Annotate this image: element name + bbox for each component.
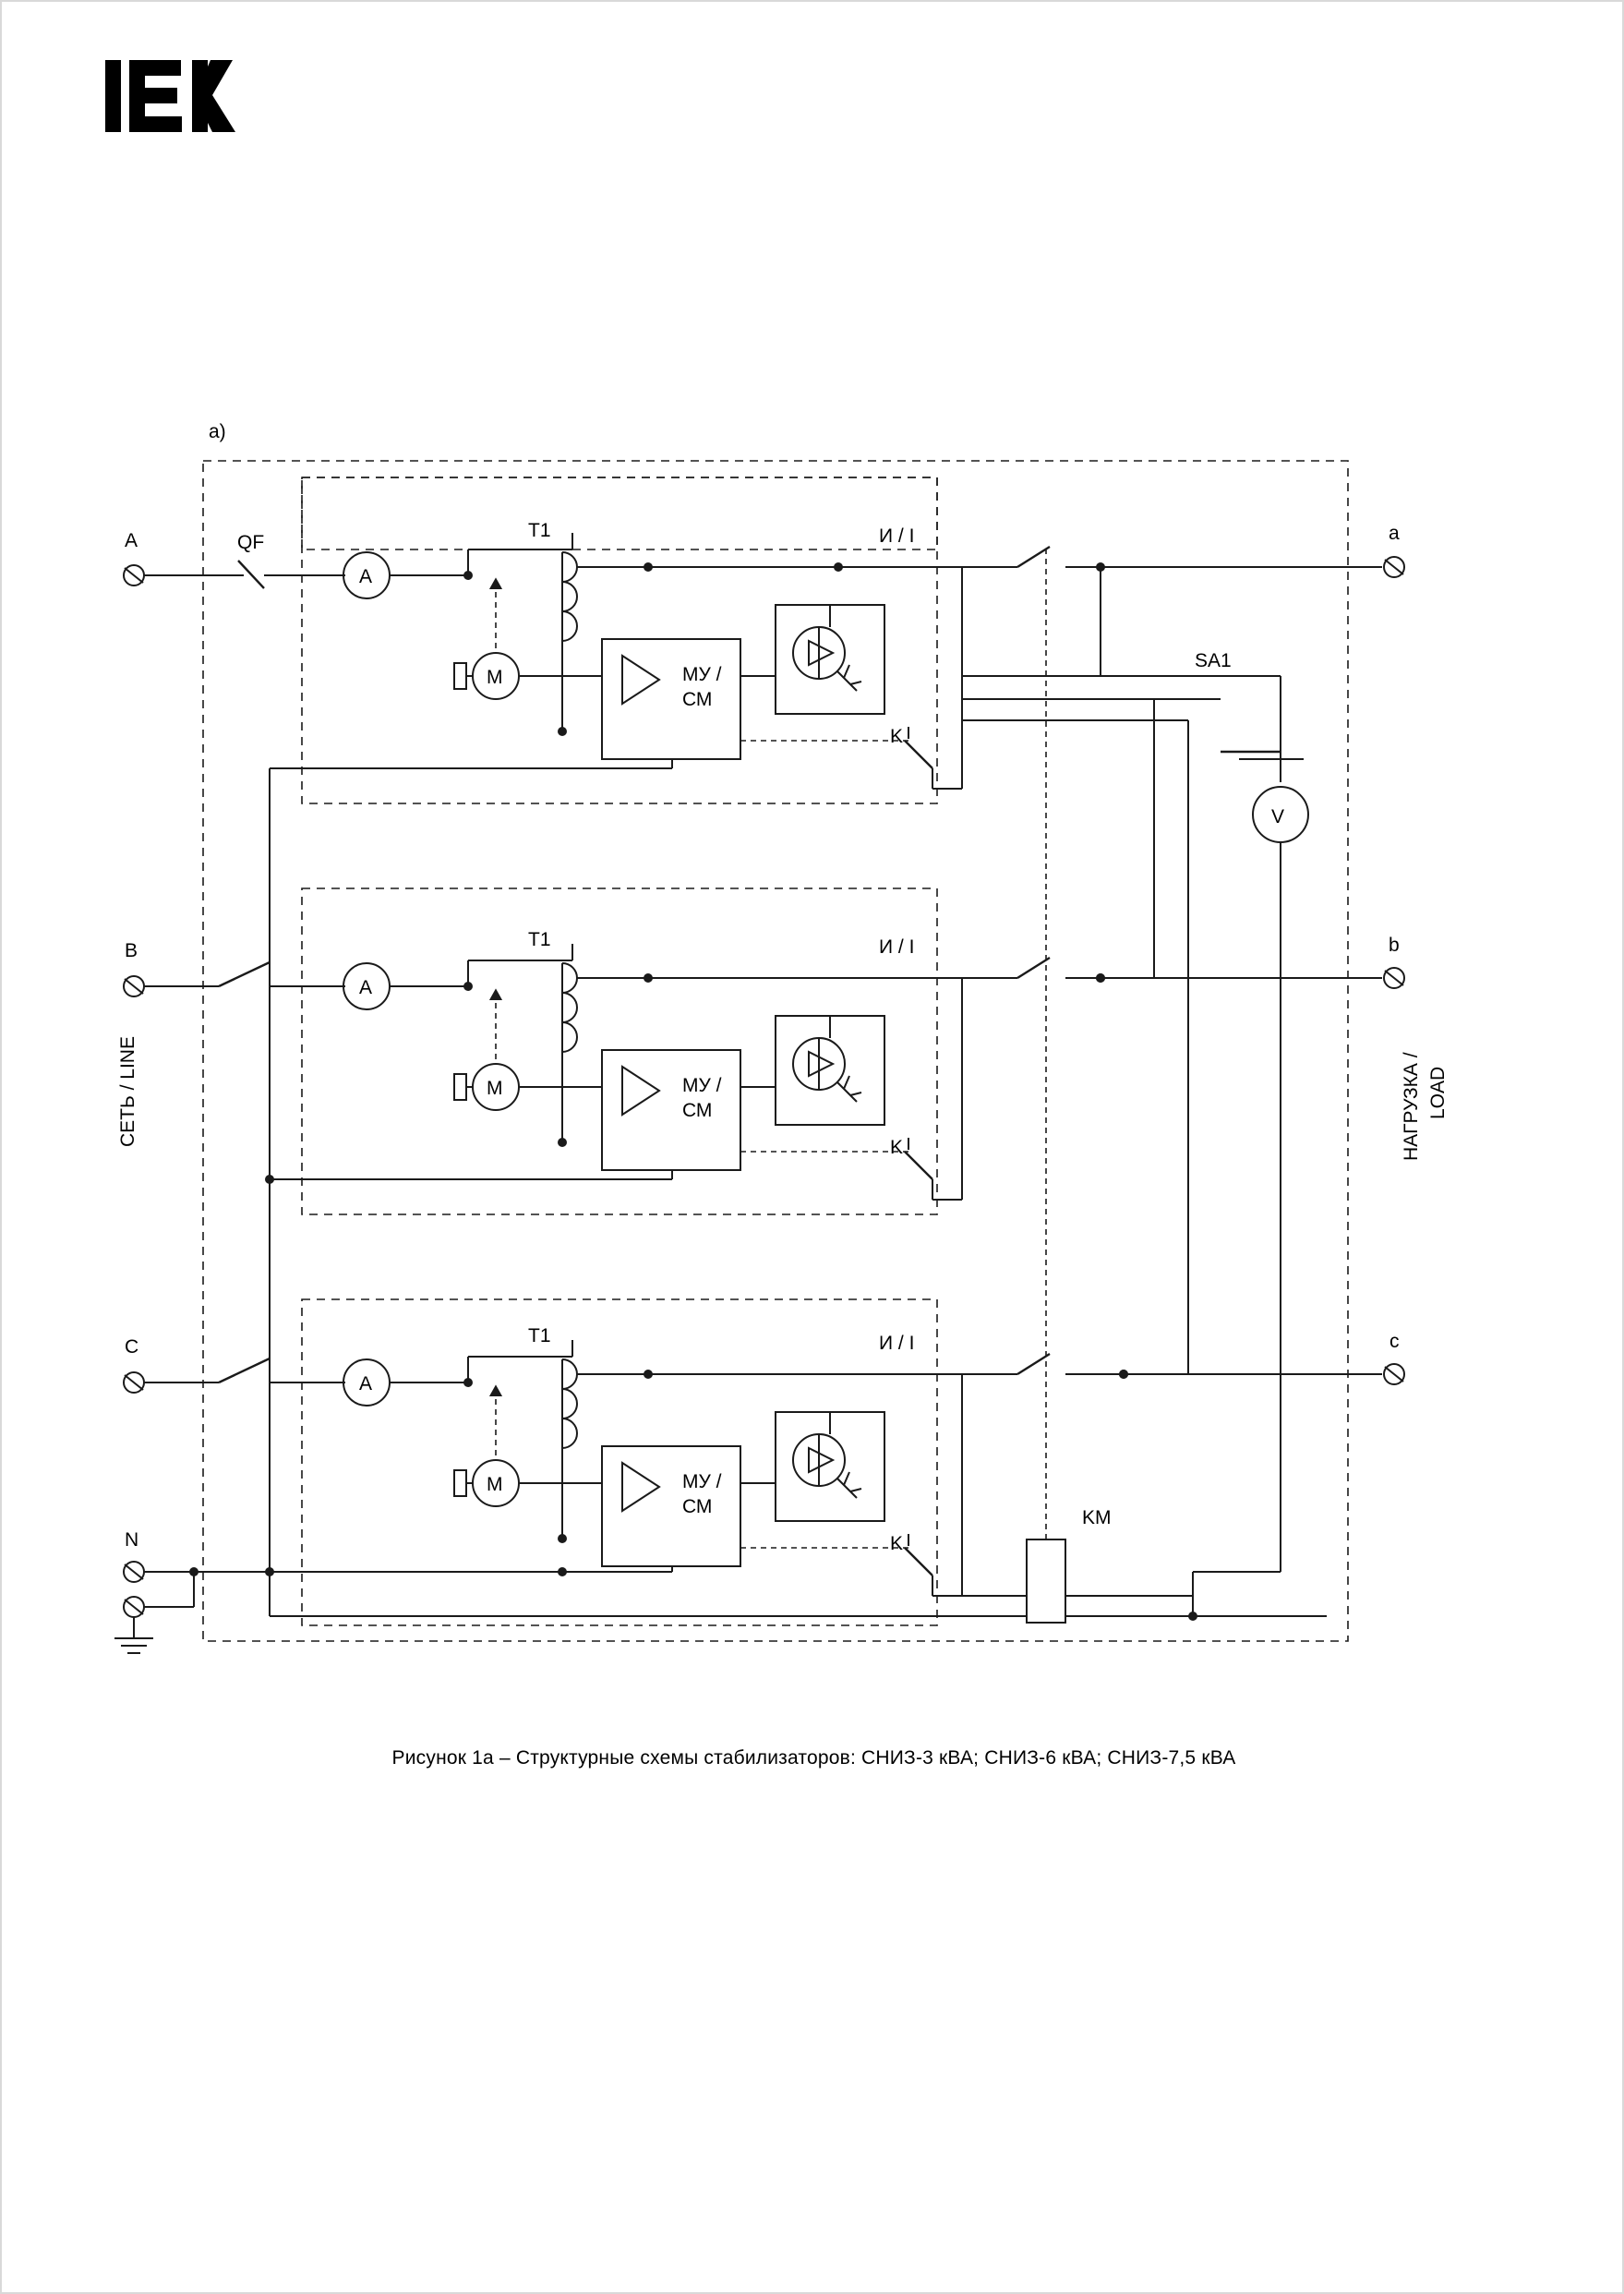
svg-text:a): a) <box>209 421 226 442</box>
svg-text:СМ: СМ <box>682 689 713 710</box>
svg-text:KM: KM <box>1082 1507 1112 1528</box>
svg-text:T1: T1 <box>528 929 551 950</box>
svg-text:M: M <box>487 667 503 688</box>
svg-text:V: V <box>1271 806 1285 827</box>
svg-text:A: A <box>125 530 138 551</box>
svg-text:K: K <box>890 1137 904 1158</box>
svg-text:И / I: И / I <box>879 936 915 958</box>
svg-text:МУ /: МУ / <box>682 664 722 685</box>
svg-text:K: K <box>890 726 904 747</box>
svg-text:c: c <box>1389 1331 1400 1352</box>
svg-text:СМ: СМ <box>682 1100 713 1121</box>
svg-text:a: a <box>1389 523 1400 544</box>
svg-text:T1: T1 <box>528 1325 551 1346</box>
svg-text:СЕТЬ / LINE: СЕТЬ / LINE <box>117 1036 138 1147</box>
svg-text:СМ: СМ <box>682 1496 713 1517</box>
svg-text:M: M <box>487 1474 503 1495</box>
iek-logo <box>102 53 259 140</box>
svg-text:QF: QF <box>237 532 265 553</box>
svg-text:A: A <box>359 1373 373 1395</box>
svg-text:C: C <box>125 1336 139 1358</box>
svg-text:A: A <box>359 566 373 587</box>
svg-text:МУ /: МУ / <box>682 1075 722 1096</box>
svg-text:b: b <box>1389 935 1400 956</box>
svg-text:T1: T1 <box>528 520 551 541</box>
svg-text:N: N <box>125 1529 139 1551</box>
svg-text:МУ /: МУ / <box>682 1471 722 1492</box>
svg-text:НАГРУЗКА /: НАГРУЗКА / <box>1401 1052 1422 1161</box>
svg-text:LOAD: LOAD <box>1427 1066 1449 1119</box>
svg-text:И / I: И / I <box>879 525 915 547</box>
structural-scheme-diagram <box>2 371 1624 1849</box>
svg-text:И / I: И / I <box>879 1333 915 1354</box>
svg-text:SA1: SA1 <box>1195 650 1232 671</box>
figure-caption <box>2 1747 1624 1769</box>
svg-text:M: M <box>487 1078 503 1099</box>
svg-text:B: B <box>125 940 138 961</box>
svg-text:K: K <box>890 1533 904 1554</box>
figure-caption-text: Рисунок 1а – Структурные схемы стабилизаторов: СНИЗ-3 кВА; СНИЗ-6 кВА; СНИЗ-7,5 кВА <box>391 1747 1236 1769</box>
svg-text:A: A <box>359 977 373 998</box>
